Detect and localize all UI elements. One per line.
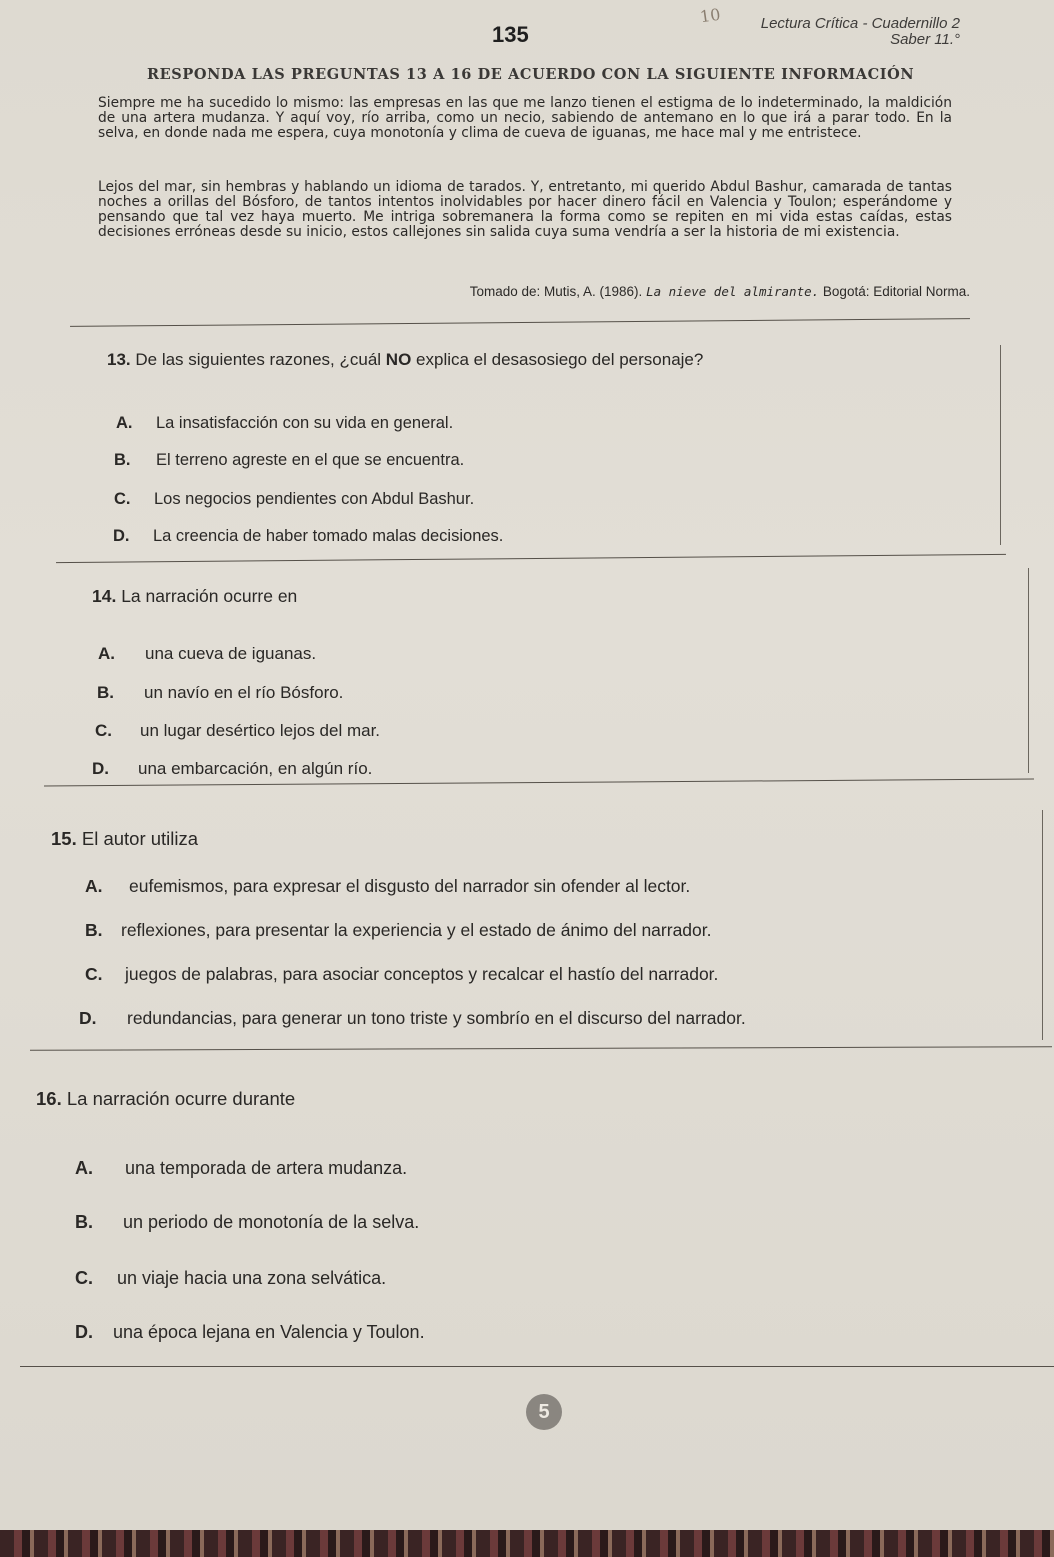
option-16-d[interactable]: D. una época lejana en Valencia y Toulon. xyxy=(75,1322,425,1342)
question-number: 15. xyxy=(51,828,77,849)
divider xyxy=(44,779,1034,787)
question-number: 16. xyxy=(36,1088,62,1109)
option-15-d[interactable]: D. redundancias, para generar un tono triste y sombrío en el discurso del narrador. xyxy=(79,1008,746,1028)
handwritten-note: 10 xyxy=(698,4,722,27)
question-frame xyxy=(1042,810,1043,1040)
passage-source xyxy=(470,284,970,299)
option-13-c[interactable]: C. Los negocios pendientes con Abdul Bashur. xyxy=(114,490,475,508)
option-13-d[interactable]: D. La creencia de haber tomado malas decisiones. xyxy=(113,527,504,545)
option-16-b[interactable]: B. un periodo de monotonía de la selva. xyxy=(75,1212,420,1232)
question-16-stem: 16. La narración ocurre durante xyxy=(36,1088,296,1109)
source-prefix: Tomado de: Mutis, A. (1986). xyxy=(469,284,643,299)
question-number: 14. xyxy=(92,586,117,606)
divider xyxy=(56,554,1006,563)
instruction-heading: RESPONDA LAS PREGUNTAS 13 A 16 DE ACUERDO CON LA SIGUIENTE INFORMACIÓN xyxy=(147,66,915,83)
option-13-b[interactable]: B. El terreno agreste en el que se encuentra. xyxy=(114,451,465,469)
question-frame xyxy=(1000,345,1001,545)
passage-paragraph-1: Siempre me ha sucedido lo mismo: las empresas en las que me lanzo tienen el estigma de lo indeterminado, la maldición de una artera mudanza. Y aquí voy, río arriba, como un necio, sabiendo de antemano en lo que irá a parar todo. En la selva, en donde nada me espera, cuya monotonía y clima de cueva de iguanas, me hace mal y me entristece. xyxy=(98,95,952,141)
option-15-b[interactable]: B. reflexiones, para presentar la experiencia y el estado de ánimo del narrador. xyxy=(85,920,712,940)
booklet-title: Lectura Crítica - Cuadernillo 2 xyxy=(760,15,960,32)
option-15-a[interactable]: A. eufemismos, para expresar el disgusto del narrador sin ofender al lector. xyxy=(85,876,691,896)
page-badge: 5 xyxy=(526,1394,562,1430)
option-13-a[interactable]: A. La insatisfacción con su vida en general. xyxy=(116,414,454,432)
option-16-a[interactable]: A. una temporada de artera mudanza. xyxy=(75,1158,408,1178)
passage-paragraph-2: Lejos del mar, sin hembras y hablando un idioma de tarados. Y, entretanto, mi querido Abdul Bashur, camarada de tantas noches a orillas del Bósforo, de tantos intentos inolvidables por hacer dinero fácil en Valencia y Toulon; esperándome y pensando que tal vez haya muerto. Me intriga sobremanera la forma como se repiten en mi vida estas caídas, estas decisiones erróneas desde su inicio, estos callejones sin salida cuya suma vendría a ser la historia de mi existencia. xyxy=(98,179,952,240)
grade-label: Saber 11.° xyxy=(890,31,960,48)
source-suffix: Bogotá: Editorial Norma. xyxy=(822,284,970,299)
option-16-c[interactable]: C. un viaje hacia una zona selvática. xyxy=(75,1268,387,1288)
question-number: 13. xyxy=(107,350,131,369)
page-number: 135 xyxy=(492,22,529,47)
question-15-stem: 15. El autor utiliza xyxy=(51,828,199,849)
question-frame xyxy=(1028,568,1029,773)
fabric-background xyxy=(0,1530,1054,1557)
option-14-a[interactable]: A. una cueva de iguanas. xyxy=(98,644,317,663)
option-14-c[interactable]: C. un lugar desértico lejos del mar. xyxy=(95,721,381,740)
header-info xyxy=(761,16,960,48)
source-title: La nieve del almirante. xyxy=(646,284,820,299)
question-14-stem: 14. La narración ocurre en xyxy=(92,586,298,606)
divider xyxy=(70,318,970,327)
divider xyxy=(20,1366,1054,1367)
divider xyxy=(30,1046,1052,1051)
option-15-c[interactable]: C. juegos de palabras, para asociar conceptos y recalcar el hastío del narrador. xyxy=(85,964,719,984)
option-14-b[interactable]: B. un navío en el río Bósforo. xyxy=(97,683,344,702)
option-14-d[interactable]: D. una embarcación, en algún río. xyxy=(92,759,373,778)
question-13-stem: 13. De las siguientes razones, ¿cuál NO explica el desasosiego del personaje? xyxy=(107,350,704,369)
